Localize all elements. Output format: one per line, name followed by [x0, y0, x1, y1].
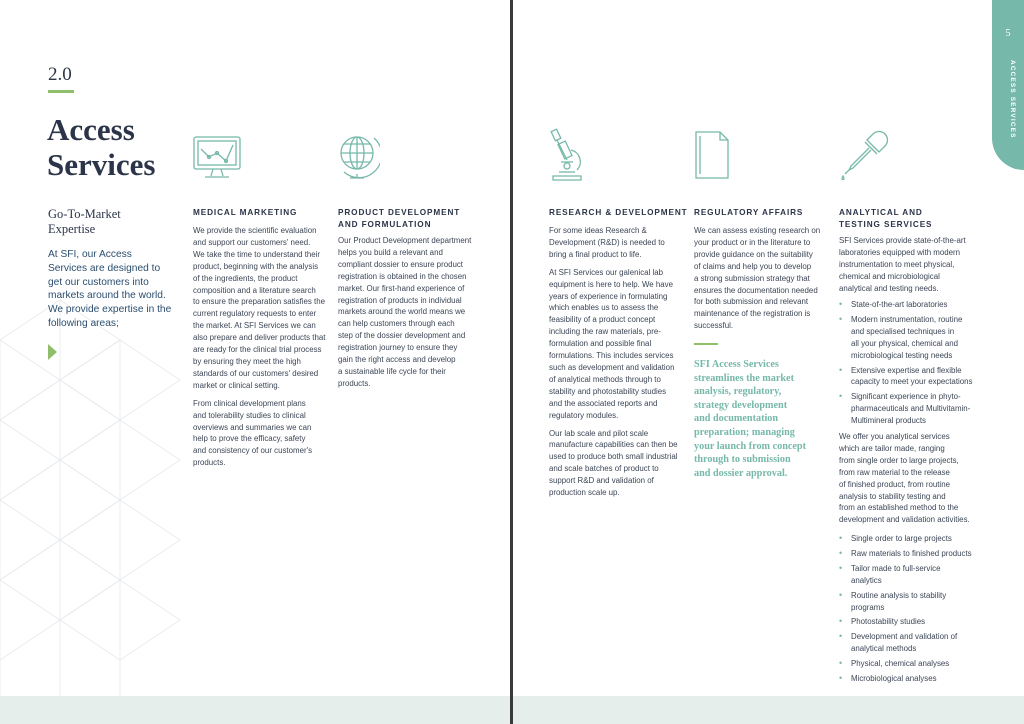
document-icon: [694, 130, 730, 180]
section-tab-label: ACCESS SERVICES: [1009, 60, 1016, 139]
pipette-icon: [839, 130, 889, 180]
quote-line: streamlines the market: [694, 372, 794, 384]
list-item-line: pharmaceuticals and Multivitamin-: [851, 404, 971, 414]
text-line: and scale batches of product to: [549, 464, 659, 474]
text-line: feasibility of a product concept: [549, 315, 656, 325]
text-line: analysis to stability testing and: [839, 491, 946, 501]
intro-line: We provide expertise in the: [48, 304, 172, 316]
list-item-line: • Modern instrumentation, routine: [851, 314, 963, 324]
text-line: bring a final product to life.: [549, 249, 642, 259]
text-line: registration is obtained in the chosen: [338, 271, 467, 281]
text-line: We take the time to understand their: [193, 249, 321, 259]
text-line: and tolerability studies to clinical: [193, 410, 306, 420]
text-line: market. Our first-hand experience of: [338, 283, 465, 293]
text-line: overviews and summaries we can: [193, 422, 312, 432]
text-line: SFI Services provide state-of-the-art: [839, 236, 966, 245]
text-line: stability and photostability studies: [549, 386, 667, 396]
text-line: of claims and help you to develop: [694, 261, 812, 271]
globe-icon: [336, 132, 380, 180]
text-line: and the associated reports and: [549, 398, 658, 408]
list-item-line: and specialised techniques in: [851, 326, 955, 336]
quote-line: through to submission: [694, 454, 791, 466]
list-item-line: all your physical, chemical and: [851, 338, 959, 348]
text-line: gain the right access and develop: [338, 355, 456, 365]
geometric-pattern-decoration: [0, 300, 200, 700]
text-line: registration of products in individual: [338, 295, 462, 305]
text-line: From clinical development plans: [193, 398, 306, 408]
text-line: successful.: [694, 321, 734, 331]
left-page: [0, 0, 511, 724]
text-line: from an established method to the: [839, 503, 959, 513]
list-item: [839, 533, 972, 545]
text-line: of finished product, from routine: [839, 479, 950, 489]
text-line: of analytical methods through to: [549, 374, 661, 384]
text-line: laboratories equipped with modern: [839, 247, 961, 257]
intro-line: markets around the world.: [48, 290, 166, 302]
text-line: from raw material to the release: [839, 467, 950, 477]
text-line: which are tailor made, ranging: [839, 443, 945, 453]
list-item: [839, 616, 972, 628]
heading-line: ANALYTICAL AND: [839, 208, 923, 217]
text-line: such as development and validation: [549, 362, 675, 372]
text-line: help to prove the efficacy, safety: [193, 434, 306, 444]
medical-marketing-heading: [193, 207, 297, 219]
list-item-line: analytical methods: [851, 644, 917, 654]
text-line: support R&D and validation of: [549, 476, 654, 486]
text-line: years of experience in formulating: [549, 291, 668, 301]
intro-subtitle: [48, 207, 168, 237]
list-item: [839, 365, 973, 389]
text-line: Our lab scale and pilot scale: [549, 428, 649, 438]
list-item-line: capacity to meet your expectations: [851, 377, 973, 387]
quote-rule: [694, 343, 718, 345]
text-line: products.: [338, 378, 371, 388]
list-item: [839, 563, 972, 587]
text-line: standards of our customers' desired: [193, 368, 319, 378]
list-item: [839, 299, 973, 311]
research-development-heading: [549, 207, 688, 219]
list-item-line: • Physical, chemical analyses: [851, 659, 950, 669]
text-line: and consistency of our customer's: [193, 446, 313, 456]
intro-line: get our customers into: [48, 276, 149, 288]
subtitle-line: Expertise: [48, 222, 96, 236]
text-line: We provide the scientific evaluation: [193, 226, 317, 235]
page-number: 5: [1005, 28, 1011, 39]
heading-line: MEDICAL MARKETING: [193, 208, 298, 217]
text-line: and support our customers' need.: [193, 237, 311, 247]
text-line: We can assess existing research on: [694, 226, 821, 235]
intro-text: [48, 248, 174, 331]
text-line: for both submission and relevant: [694, 297, 809, 307]
list-item: [839, 391, 973, 427]
list-item: [839, 590, 972, 614]
text-line: to ensure the preparation satisfies the: [193, 297, 326, 307]
text-line: used to produce both small industrial: [549, 452, 678, 462]
analytical-intro-text: [839, 235, 966, 295]
text-line: Our Product Development department: [338, 236, 472, 245]
microscope-icon: [547, 128, 587, 182]
quote-line: and dossier approval.: [694, 467, 788, 479]
text-line: Development (R&D) is needed to: [549, 237, 665, 247]
list-item-line: • Significant experience in phyto-: [851, 392, 961, 402]
text-line: registration journey to ensure they: [338, 343, 458, 353]
right-page: [513, 0, 1024, 724]
list-item: [839, 673, 972, 685]
intro-line: Services are designed to: [48, 262, 161, 274]
heading-line: PRODUCT DEVELOPMENT: [338, 208, 461, 217]
intro-line: following areas;: [48, 317, 119, 329]
text-line: current regulatory requests to enter: [193, 309, 317, 319]
text-line: are ready for the clinical trial process: [193, 345, 322, 355]
monitor-chart-icon: [193, 135, 241, 181]
quote-line: SFI Access Services: [694, 359, 779, 370]
text-line: a strong submission strategy that: [694, 273, 810, 283]
text-line: including the raw materials, pre-: [549, 327, 661, 337]
quote-line: your launch from concept: [694, 440, 806, 452]
list-item: [839, 314, 973, 362]
text-line: which enables us to assess the: [549, 303, 659, 313]
title-line: Services: [47, 147, 156, 182]
list-item-line: • Microbiological analyses: [851, 674, 937, 684]
product-development-heading: [338, 207, 460, 230]
footer-band: [513, 696, 1024, 724]
pull-quote: [694, 358, 806, 480]
page-title: [47, 112, 187, 182]
section-number: 2.0: [48, 64, 72, 85]
analytical-middle-text: [839, 431, 970, 526]
text-line: analytical and testing needs.: [839, 283, 939, 293]
list-item: [839, 548, 972, 560]
text-line: product, beginning with the analysis: [193, 261, 319, 271]
subtitle-line: Go-To-Market: [48, 207, 121, 221]
list-item-line: Multimineral products: [851, 416, 926, 426]
quote-line: and documentation: [694, 413, 779, 425]
text-line: of the ingredients, the product: [193, 273, 298, 283]
text-line: compliant dossier to ensure product: [338, 259, 464, 269]
medical-marketing-text: [193, 225, 325, 469]
list-item-line: analytics: [851, 575, 882, 585]
product-development-text: [338, 235, 471, 390]
text-line: manufacture capabilities can then be: [549, 440, 678, 450]
list-item-line: • Raw materials to finished products: [851, 548, 972, 558]
list-item-line: • Single order to large projects: [851, 534, 952, 543]
regulatory-affairs-heading: [694, 207, 803, 219]
text-line: production scale up.: [549, 488, 620, 498]
list-item-line: • State-of-the-art laboratories: [851, 300, 948, 309]
section-rule: [48, 90, 74, 93]
text-line: a sustainable life cycle for their: [338, 366, 446, 376]
research-development-text: [549, 225, 678, 499]
list-item-line: • Development and validation of: [851, 632, 958, 642]
heading-line: AND FORMULATION: [338, 219, 432, 229]
quote-line: preparation; managing: [694, 426, 795, 438]
text-line: step of the dossier development and: [338, 331, 466, 341]
text-line: We offer you analytical services: [839, 432, 950, 441]
chevron-right-icon: [48, 344, 58, 360]
intro-line: At SFI, our Access: [48, 249, 132, 260]
text-line: regulatory modules.: [549, 410, 619, 420]
heading-line: RESEARCH & DEVELOPMENT: [549, 208, 688, 217]
text-line: For some ideas Research &: [549, 226, 647, 235]
list-item: [839, 631, 972, 655]
quote-line: strategy development: [694, 399, 788, 411]
list-item-line: • Routine analysis to stability: [851, 590, 947, 600]
list-item-line: • Photostability studies: [851, 617, 926, 627]
text-line: development and validation activities.: [839, 515, 970, 525]
list-item-line: programs: [851, 602, 885, 612]
text-line: maintenance of the registration is: [694, 309, 811, 319]
text-line: market or clinical setting.: [193, 380, 280, 390]
footer-band: [0, 696, 511, 724]
text-line: At SFI Services our galenical lab: [549, 267, 664, 277]
text-line: provide guidance on the suitability: [694, 249, 813, 259]
text-line: markets around the world means we: [338, 307, 466, 317]
text-line: composition and a literature search: [193, 285, 316, 295]
text-line: equipment is here to help. We have: [549, 279, 673, 289]
text-line: also prepare and deliver products that: [193, 333, 326, 343]
text-line: formulations. This includes services: [549, 351, 674, 361]
text-line: can help customers through each: [338, 319, 455, 329]
title-line: Access: [47, 112, 135, 147]
list-item-line: • Tailor made to full-service: [851, 563, 941, 573]
text-line: products.: [193, 458, 226, 468]
services-list: [839, 533, 972, 688]
text-line: ensures the documentation needed: [694, 285, 818, 295]
text-line: your product or in the literature to: [694, 237, 811, 247]
text-line: formulation and possible final: [549, 339, 652, 349]
list-item: [839, 658, 972, 670]
text-line: the market. At SFI Services we can: [193, 321, 316, 331]
analytical-testing-heading: [839, 207, 932, 230]
section-tab: [992, 0, 1024, 170]
capabilities-list: [839, 299, 973, 430]
text-line: instrumentation to meet physical,: [839, 259, 955, 269]
list-item-line: • Extensive expertise and flexible: [851, 365, 962, 375]
text-line: helps you build a relevant and: [338, 247, 443, 257]
heading-line: REGULATORY AFFAIRS: [694, 208, 804, 217]
text-line: by ensuring they meet the high: [193, 356, 301, 366]
quote-line: analysis, regulatory,: [694, 386, 782, 398]
text-line: chemical and microbiological: [839, 271, 940, 281]
text-line: from single order to large projects,: [839, 455, 959, 465]
list-item-line: microbiological testing needs: [851, 350, 953, 360]
heading-line: TESTING SERVICES: [839, 219, 933, 229]
regulatory-affairs-text: [694, 225, 820, 332]
